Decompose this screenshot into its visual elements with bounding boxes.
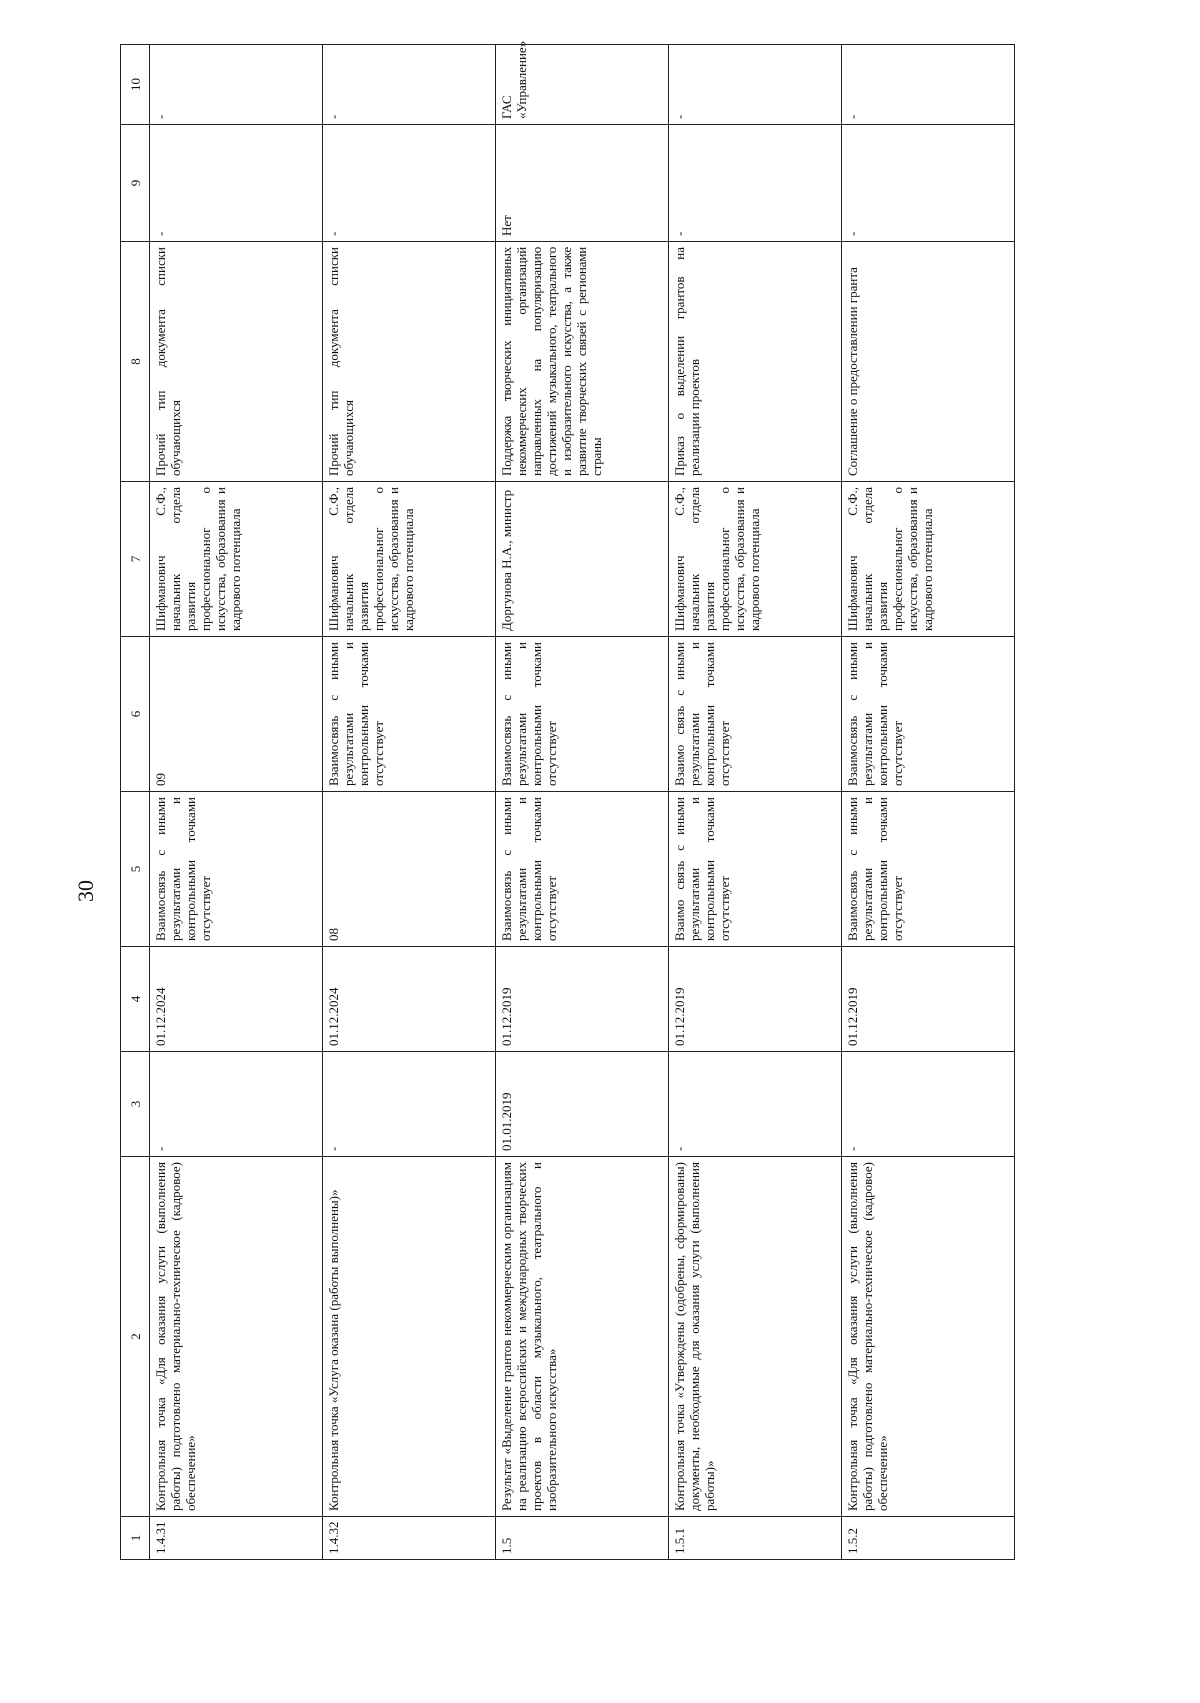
column-header: 2 [121,1157,150,1517]
column-header: 8 [121,242,150,482]
document-type: Прочий тип документа списки обучающихся [150,242,323,482]
row-number: 1.4.31 [150,1517,323,1560]
start-date: - [150,1052,323,1157]
column-9-value: Нет [496,125,669,242]
start-date: 01.01.2019 [496,1052,669,1157]
predecessor: 08 [323,792,496,947]
end-date: 01.12.2024 [150,947,323,1052]
table-row [669,45,842,1560]
responsible: Доргунова Н.А., министр [496,482,669,637]
information-system: - [150,45,323,125]
information-system: - [669,45,842,125]
end-date: 01.12.2019 [669,947,842,1052]
table-row [842,45,1015,1560]
predecessor: Взаимосвязь с иными результатами и контрольными точками отсутствует [150,792,323,947]
successor: Взаимосвязь с иными результатами и контрольными точками отсутствует [496,637,669,792]
column-header: 4 [121,947,150,1052]
table-row [323,45,496,1560]
row-number: 1.5.2 [842,1517,1015,1560]
end-date: 01.12.2019 [496,947,669,1052]
start-date: - [669,1052,842,1157]
row-title: Контрольная точка «Для оказания услуги (выполнения работы) подготовлено материально-техническое (кадровое) обеспечение» [150,1157,323,1517]
predecessor: Взаимосвязь с иными результатами и контрольными точками отсутствует [496,792,669,947]
successor: Взаимосвязь с иными результатами и контрольными точками отсутствует [842,637,1015,792]
row-number: 1.5 [496,1517,669,1560]
row-title: Результат «Выделение грантов некоммерческим организациям на реализацию всероссийских и международных творческих проектов в области музыкального, театрального и изобразительного искусства» [496,1157,669,1517]
column-header: 6 [121,637,150,792]
table-row [496,45,669,1560]
column-header: 10 [121,45,150,125]
table-row [150,45,323,1560]
end-date: 01.12.2019 [842,947,1015,1052]
responsible: Шифманович С.Ф., начальник отдела развития профессиональног о искусства, образования и кадрового потенциала [150,482,323,637]
row-title: Контрольная точка «Услуга оказана (работы выполнены)» [323,1157,496,1517]
column-header: 9 [121,125,150,242]
column-9-value: - [150,125,323,242]
end-date: 01.12.2024 [323,947,496,1052]
responsible: Шифманович С.Ф., начальник отдела развития профессиональног о искусства, образования и кадрового потенциала [669,482,842,637]
column-header: 5 [121,792,150,947]
successor: 09 [150,637,323,792]
column-header: 3 [121,1052,150,1157]
responsible: Шифманович С.Ф., начальник отдела развития профессиональног о искусства, образования и кадрового потенциала [842,482,1015,637]
row-number: 1.5.1 [669,1517,842,1560]
predecessor: Взаимосвязь с иными результатами и контрольными точками отсутствует [842,792,1015,947]
successor: Взаимосвязь с иными результатами и контрольными точками отсутствует [323,637,496,792]
column-9-value: - [669,125,842,242]
row-title: Контрольная точка «Утверждены (одобрены, сформированы) документы, необходимые для оказания услуги (выполнения работы)» [669,1157,842,1517]
document-type: Прочий тип документа списки обучающихся [323,242,496,482]
successor: Взаимо связь с иными результатами и контрольными точками отсутствует [669,637,842,792]
predecessor: Взаимо связь с иными результатами и контрольными точками отсутствует [669,792,842,947]
column-9-value: - [323,125,496,242]
document-type: Приказ о выделении грантов на реализации проектов [669,242,842,482]
responsible: Шифманович С.Ф., начальник отдела развития профессиональног о искусства, образования и кадрового потенциала [323,482,496,637]
information-system: ГАС «Управление» [496,45,669,125]
column-header: 1 [121,1517,150,1560]
start-date: - [842,1052,1015,1157]
start-date: - [323,1052,496,1157]
document-type: Соглашение о предоставлении гранта [842,242,1015,482]
column-header: 7 [121,482,150,637]
document-type: Поддержка творческих инициативных некоммерческих организаций направленных на популяризацию достижений музыкального, театрального и изобразительного искусства, а также развитие творческих связей с регионами страны [496,242,669,482]
information-system: - [842,45,1015,125]
row-number: 1.4.32 [323,1517,496,1560]
column-9-value: - [842,125,1015,242]
row-title: Контрольная точка «Для оказания услуги (выполнения работы) подготовлено материально-техническое (кадровое) обеспечение» [842,1157,1015,1517]
information-system: - [323,45,496,125]
page-number: 30 [73,880,98,902]
plan-table [120,40,1015,1560]
table-header-row [121,45,150,1560]
